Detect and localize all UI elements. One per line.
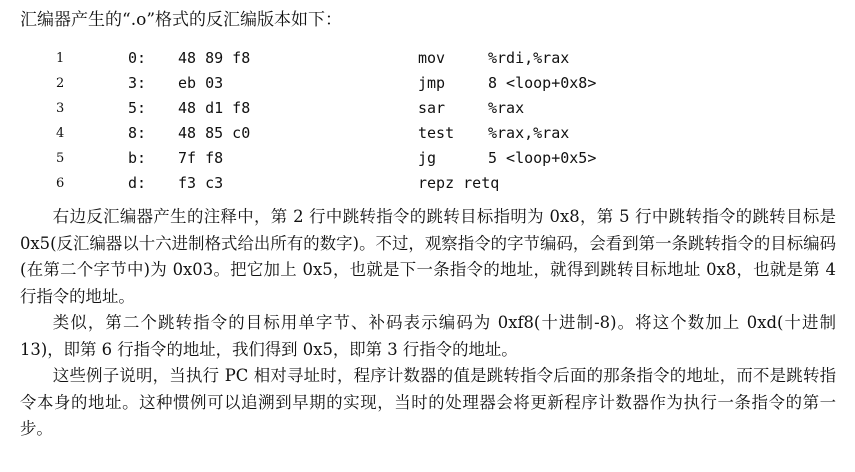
code-line xyxy=(0,146,855,171)
code-line xyxy=(0,46,855,71)
instruction-address: 8: xyxy=(128,124,147,142)
line-number: 6 xyxy=(56,176,65,191)
paragraph: 类似，第二个跳转指令的目标用单字节、补码表示编码为 0xf8(十进制-8)。将这个数加上 0xd(十进制 13)，即第 6 行指令的地址，我们得到 0x5，即第 3 行指令的地址。 xyxy=(20,313,836,359)
line-number: 2 xyxy=(56,76,65,91)
line-number: 1 xyxy=(56,51,65,66)
instruction-address: b: xyxy=(128,149,147,167)
instruction-operands: 8 <loop+0x8> xyxy=(488,74,597,92)
instruction-bytes: 7f f8 xyxy=(178,149,224,167)
line-number: 4 xyxy=(56,126,65,141)
disassembly-listing xyxy=(0,46,855,196)
code-line xyxy=(0,96,855,121)
instruction-opcode: jmp xyxy=(418,74,446,92)
line-number: 3 xyxy=(56,101,65,116)
instruction-bytes: 48 89 f8 xyxy=(178,49,251,67)
instruction-address: 5: xyxy=(128,99,147,117)
instruction-opcode: test xyxy=(418,124,455,142)
paragraph: 这些例子说明，当执行 PC 相对寻址时，程序计数器的值是跳转指令后面的那条指令的地址，而不是跳转指令本身的地址。这种惯例可以追溯到早期的实现，当时的处理器会将更新程序计数器作为执行一条指令的第一步。 xyxy=(20,366,836,438)
instruction-operands: %rax,%rax xyxy=(488,124,570,142)
instruction-opcode: sar xyxy=(418,99,446,117)
instruction-bytes: eb 03 xyxy=(178,74,224,92)
instruction-operands: 5 <loop+0x5> xyxy=(488,149,597,167)
instruction-operands: %rdi,%rax xyxy=(488,49,570,67)
instruction-operands: %rax xyxy=(488,99,525,117)
instruction-address: d: xyxy=(128,174,147,192)
instruction-opcode: mov xyxy=(418,49,446,67)
paragraph: 右边反汇编器产生的注释中，第 2 行中跳转指令的跳转目标指明为 0x8，第 5 行中跳转指令的跳转目标是 0x5(反汇编器以十六进制格式给出所有的数字)。不过，观察指令的字节编码，会看到第一条跳转指令的目标编码(在第二个字节中)为 0x03。把它加上 0x5，也就是下一条指令的地址，就得到跳转目标地址 0x8，也就是第 4 行指令的地址。 xyxy=(20,207,836,306)
instruction-opcode: repz retq xyxy=(418,174,500,192)
code-line xyxy=(0,121,855,146)
instruction-address: 3: xyxy=(128,74,147,92)
body-text xyxy=(20,204,836,443)
instruction-bytes: 48 d1 f8 xyxy=(178,99,251,117)
code-line xyxy=(0,171,855,196)
intro-text: 汇编器产生的“.o”格式的反汇编版本如下： xyxy=(20,10,343,30)
line-number: 5 xyxy=(56,151,65,166)
instruction-bytes: 48 85 c0 xyxy=(178,124,251,142)
code-line xyxy=(0,71,855,96)
instruction-opcode: jg xyxy=(418,149,437,167)
instruction-address: 0: xyxy=(128,49,147,67)
instruction-bytes: f3 c3 xyxy=(178,174,224,192)
